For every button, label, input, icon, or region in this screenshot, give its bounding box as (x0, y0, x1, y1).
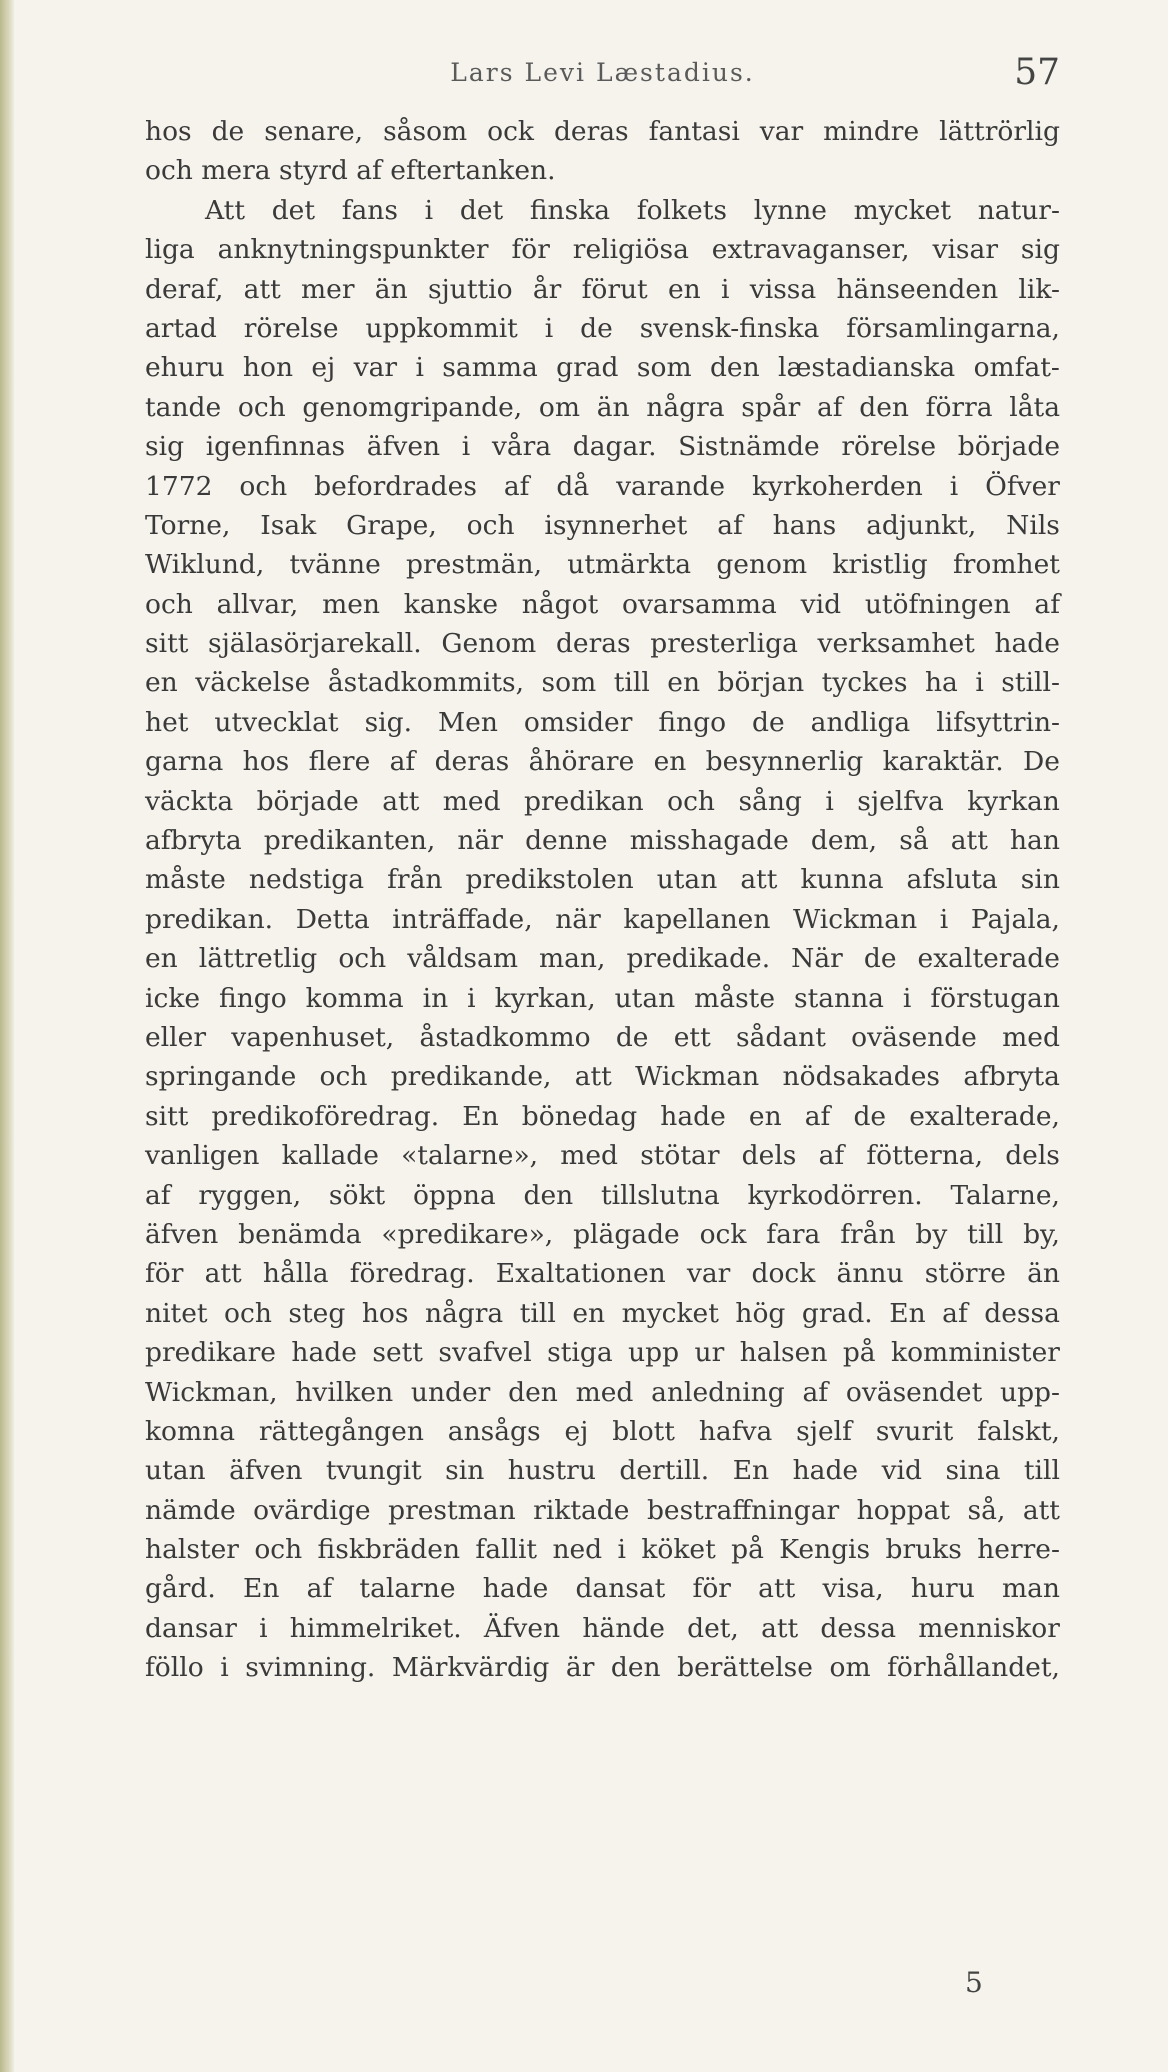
text-line: äfven benämda «predikare», plägade ock fara från by till by, (145, 1218, 1060, 1250)
text-line: för att hålla föredrag. Exaltationen var dock ännu större än (145, 1258, 1060, 1290)
text-line: en lättretlig och våldsam man, predikade. När de exalterade (145, 943, 1060, 975)
text-line: deraf, att mer än sjuttio år förut en i vissa hänseenden lik- (145, 273, 1060, 305)
text-line: föllo i svimning. Märkvärdig är den berättelse om förhållandet, (145, 1652, 1060, 1684)
text-line: Wickman, hvilken under den med anledning af oväsendet upp- (145, 1376, 1060, 1408)
text-line: utan äfven tvungit sin hustru dertill. En hade vid sina till (145, 1455, 1060, 1487)
text-line: gård. En af talarne hade dansat för att visa, huru man (145, 1573, 1060, 1605)
text-line: af ryggen, sökt öppna den tillslutna kyrkodörren. Talarne, (145, 1179, 1060, 1211)
signature-mark: 5 (965, 1966, 983, 1999)
text-line: dansar i himmelriket. Äfven hände det, att dessa menniskor (145, 1612, 1060, 1644)
text-line: komna rättegången ansågs ej blott hafva sjelf svurit falskt, (145, 1415, 1060, 1447)
text-line: en väckelse åstadkommits, som till en början tyckes ha i still- (145, 667, 1060, 699)
text-line: nitet och steg hos några till en mycket hög grad. En af dessa (145, 1297, 1060, 1329)
text-line: och allvar, men kanske något ovarsamma vid utöfningen af (145, 588, 1060, 620)
page-header (145, 52, 1060, 100)
text-line: nämde ovärdige prestman riktade bestraffningar hoppat så, att (145, 1494, 1060, 1526)
text-line: garna hos flere af deras åhörare en besynnerlig karaktär. De (145, 746, 1060, 778)
text-line: Torne, Isak Grape, och isynnerhet af hans adjunkt, Nils (145, 509, 1060, 541)
book-spine-edge (0, 0, 14, 2072)
text-line: och mera styrd af eftertanken. (145, 155, 556, 187)
text-line: väckta började att med predikan och sång i sjelfva kyrkan (145, 785, 1060, 817)
text-line: sitt predikoföredrag. En bönedag hade en af de exalterade, (145, 1100, 1060, 1132)
text-line: springande och predikande, att Wickman nödsakades afbryta (145, 1061, 1060, 1093)
text-line: Wiklund, tvänne prestmän, utmärkta genom kristlig fromhet (145, 549, 1060, 581)
text-line: afbryta predikanten, när denne misshagade dem, så att han (145, 825, 1060, 857)
text-line: het utvecklat sig. Men omsider fingo de andliga lifsyttrin- (145, 706, 1060, 738)
running-title: Lars Levi Læstadius. (450, 58, 755, 87)
text-line: liga anknytningspunkter för religiösa extravaganser, visar sig (145, 234, 1060, 266)
text-line: icke fingo komma in i kyrkan, utan måste stanna i förstugan (145, 982, 1060, 1014)
text-line: sig igenfinnas äfven i våra dagar. Sistnämde rörelse började (145, 431, 1060, 463)
body-text (145, 112, 1060, 1688)
text-line: vanligen kallade «talarne», med stötar dels af fötterna, dels (145, 1140, 1060, 1172)
text-line: artad rörelse uppkommit i de svensk-finska församlingarna, (145, 312, 1060, 344)
signature-mark-area (145, 1966, 1060, 2006)
text-line: måste nedstiga från predikstolen utan att kunna afsluta sin (145, 864, 1060, 896)
text-line: ehuru hon ej var i samma grad som den læstadianska omfat- (145, 352, 1060, 384)
text-line: hos de senare, såsom ock deras fantasi var mindre lättrörlig (145, 116, 1060, 147)
text-line: eller vapenhuset, åstadkommo de ett sådant oväsende med (145, 1021, 1060, 1053)
text-line: predikan. Detta inträffade, när kapellanen Wickman i Pajala, (145, 903, 1060, 935)
text-line: Att det fans i det finska folkets lynne mycket natur- (205, 194, 1060, 226)
text-line: sitt själasörjarekall. Genom deras presterliga verksamhet hade (145, 628, 1060, 660)
page-number: 57 (1014, 52, 1060, 93)
text-line: predikare hade sett svafvel stiga upp ur halsen på komminister (145, 1337, 1060, 1369)
text-line: 1772 och befordrades af då varande kyrkoherden i Öfver (145, 470, 1060, 502)
text-line: halster och fiskbräden fallit ned i köket på Kengis bruks herre- (145, 1534, 1060, 1566)
text-line: tande och genomgripande, om än några spår af den förra låta (145, 391, 1060, 423)
